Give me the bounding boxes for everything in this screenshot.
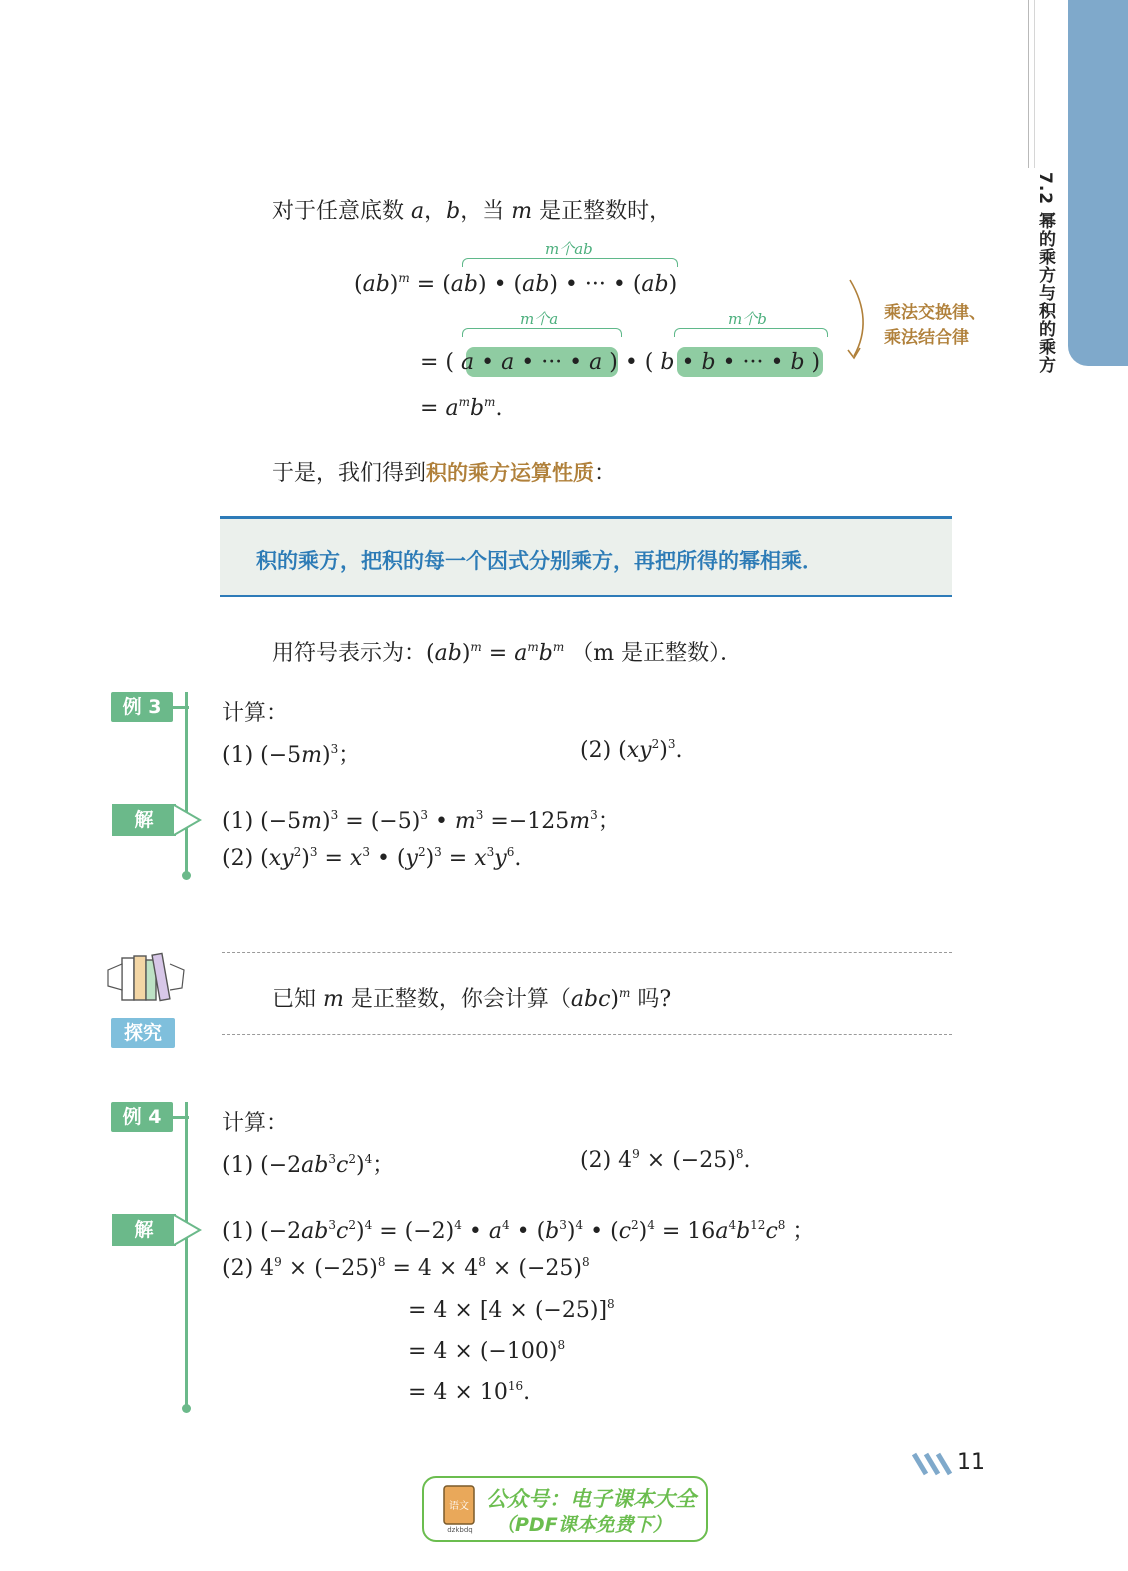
brace-label-m-b: m个b (728, 310, 767, 328)
textbook-icon-caption: dzkbdq (447, 1526, 473, 1534)
stamp-line1: 公众号：电子课本大全 (486, 1487, 696, 1511)
symbol-line: 用符号表示为：$(ab)^m = a^mb^m$ （m 是正整数）． (272, 640, 743, 666)
books-icon (104, 950, 188, 1006)
property-name: 积的乘方运算性质 (426, 461, 595, 485)
example-3-q2: (2) $(xy^2)^3$. (580, 737, 683, 763)
example-3-a1: (1) $(-5m)^3 = (-5)^3$ • $m^3 =-125m^3$； (222, 808, 620, 834)
page-mark-icon (912, 1452, 954, 1476)
example-4-rail (185, 1102, 188, 1408)
intro-text: 对于任意底数 a，b，当 m 是正整数时， (272, 199, 672, 224)
explore-badge: 探究 (111, 1018, 175, 1048)
example-4-a2-line1: (2) $4^9 \times (-25)^8 = 4 \times 4^8 \times (-25)^8$ (222, 1255, 590, 1281)
explore-top-rule (222, 952, 952, 953)
chapter-tab (1068, 0, 1128, 366)
example-4-solution-badge: 解 (112, 1214, 202, 1246)
example-4-a2-line3: = $4 \times (-100)^8$ (408, 1338, 566, 1364)
curved-arrow-icon (840, 276, 880, 366)
example-3-badge: 例 3 (111, 692, 173, 722)
brace-m-ab (462, 258, 678, 267)
example-4-badge: 例 4 (111, 1102, 173, 1132)
example-4-a2-line4: = $4 \times 10^{16}$. (408, 1379, 531, 1405)
example-3-a2: (2) $(xy^2)^3 = x^3$ • $(y^2)^3 = x^3y^6$. (222, 845, 522, 871)
example-3-rail (185, 692, 188, 876)
brace-label-m-a: m个a (520, 310, 559, 328)
textbook-icon-label: 语文 (449, 1501, 469, 1512)
formula-line-2: = ( a • a • ··· • a ) • ( b • b • ··· • b ) (420, 350, 821, 375)
example-3-solution-badge: 解 (112, 804, 202, 836)
margin-rule-inner (1034, 0, 1035, 168)
example-4-q1: (1) $(-2ab^3c^2)^4$； (222, 1152, 395, 1178)
formula-line-1: (ab)$^m$ = (ab) • (ab) • ··· • (ab) (354, 271, 678, 297)
law-note-line1: 乘法交换律、 (884, 303, 986, 323)
margin-rule (1028, 0, 1029, 168)
example-4-rail-end (182, 1404, 191, 1413)
stamp-line2: （PDF课本免费下） (496, 1514, 672, 1536)
page-number: 11 (957, 1450, 985, 1475)
conclusion-text: 于是，我们得到积的乘方运算性质： (272, 461, 617, 486)
law-note-line2: 乘法结合律 (884, 328, 969, 348)
example-3-prompt: 计算： (222, 701, 289, 726)
brace-label-m-ab: m个ab (545, 240, 593, 258)
example-4-prompt: 计算： (222, 1111, 289, 1136)
chapter-heading: 7.2 幂的乘方与积的乘方 (1035, 172, 1055, 375)
formula-line-3: = $a^mb^m$. (420, 395, 503, 421)
example-3-rail-end (182, 871, 191, 880)
rule-box (220, 516, 952, 597)
explore-question: 已知 m 是正整数，你会计算（abc)$^m$ 吗? (272, 986, 672, 1012)
explore-bottom-rule (222, 1034, 952, 1035)
rule-text: 积的乘方，把积的每一个因式分别乘方，再把所得的幂相乘． (256, 549, 823, 573)
watermark-stamp (422, 1476, 708, 1542)
example-4-a1: (1) $(-2ab^3c^2)^4 = (-2)^4$ • $a^4$ • $(b^3)^4$ • $(c^2)^4 = 16a^4b^{12}c^8$ ； (222, 1218, 815, 1244)
example-4-a2-line2: = $4 \times [4 \times (-25)]^8$ (408, 1297, 615, 1323)
brace-m-b (674, 328, 828, 337)
brace-m-a (462, 328, 622, 337)
example-3-q1: (1) $(-5m)^3$； (222, 742, 361, 768)
textbook-icon (438, 1484, 482, 1534)
example-4-q2: (2) $4^9 \times (-25)^8$. (580, 1147, 751, 1173)
